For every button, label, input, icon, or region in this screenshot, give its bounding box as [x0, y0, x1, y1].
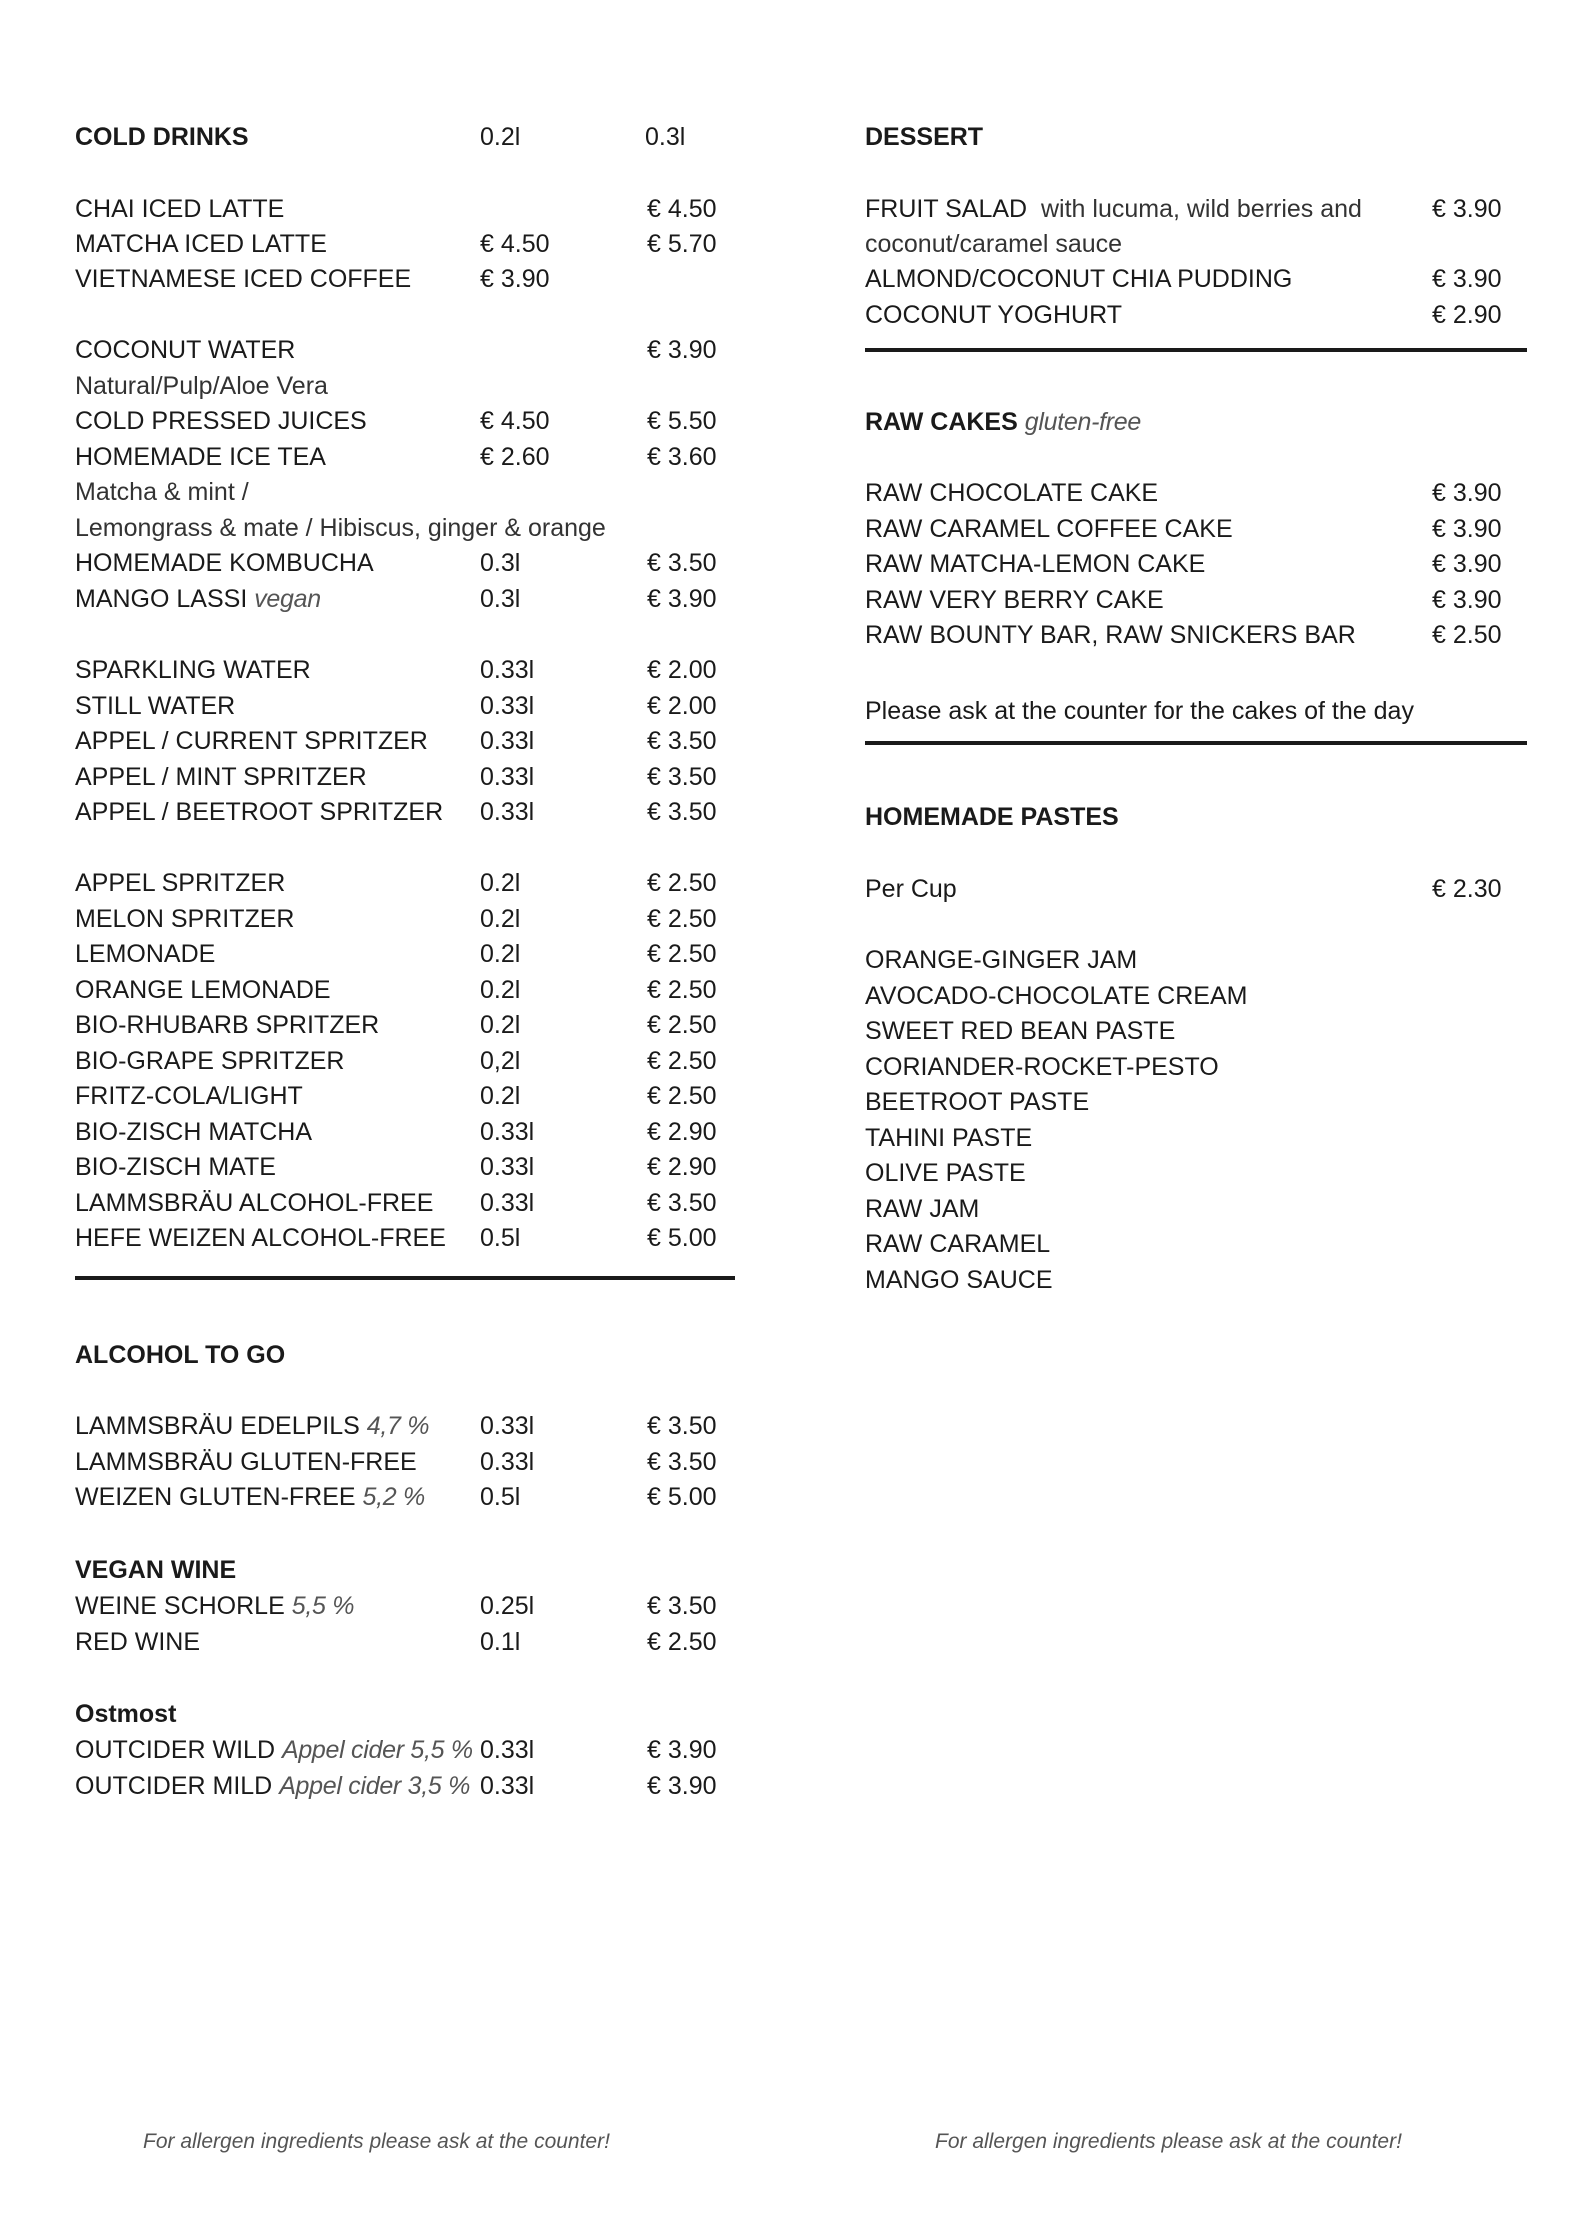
- menu-row: [75, 262, 735, 296]
- item-price: € 3.90: [647, 1736, 717, 1764]
- item-name: COCONUT WATER: [75, 336, 296, 364]
- item-size: 0,2l: [480, 1046, 521, 1075]
- paste-item: [865, 943, 1527, 977]
- section-title: VEGAN WINE: [75, 1556, 237, 1584]
- item-name: [75, 1769, 470, 1803]
- raw-cakes-header: [865, 405, 1527, 439]
- menu-row: [75, 724, 735, 758]
- paste-name: ORANGE-GINGER JAM: [865, 946, 1138, 974]
- item-size: 0.33l: [480, 1771, 535, 1800]
- item-name-text: LEMONADE: [75, 940, 216, 968]
- item-name: [75, 1480, 425, 1514]
- paste-name: CORIANDER-ROCKET-PESTO: [865, 1052, 1219, 1081]
- item-size: 0.33l: [480, 1447, 535, 1476]
- item-price: € 3.50: [647, 798, 717, 826]
- menu-row: [75, 902, 735, 936]
- item-price: € 2.50: [647, 869, 717, 897]
- item-note: [865, 227, 1527, 261]
- per-cup-price: € 2.30: [1432, 875, 1502, 903]
- menu-row: [75, 582, 735, 616]
- menu-row: [865, 512, 1527, 546]
- paste-name: AVOCADO-CHOCOLATE CREAM: [865, 981, 1248, 1010]
- paste-name: OLIVE PASTE: [865, 1159, 1026, 1187]
- item-name: [75, 1008, 379, 1042]
- wine-header: [75, 1553, 735, 1587]
- menu-row: [75, 866, 735, 900]
- paste-item: [865, 979, 1527, 1013]
- item-name-text: APPEL / CURRENT SPRITZER: [75, 727, 428, 755]
- item-name-text: SPARKLING WATER: [75, 656, 311, 684]
- item-name-text: MELON SPRITZER: [75, 904, 295, 933]
- item-name: COCONUT YOGHURT: [865, 300, 1122, 329]
- dessert-header: [865, 120, 1527, 154]
- menu-row: [75, 227, 735, 261]
- menu-row: [75, 1589, 735, 1623]
- item-price-small: € 3.90: [480, 265, 550, 293]
- item-size: 0.3l: [480, 585, 521, 613]
- note-text: Lemongrass & mate / Hibiscus, ginger & orange: [75, 514, 606, 542]
- item-tag: 5,2 %: [362, 1483, 425, 1511]
- item-price: € 5.00: [647, 1483, 717, 1511]
- paste-item: [865, 1121, 1527, 1155]
- item-name: [75, 724, 428, 758]
- item-name-text: MANGO LASSI: [75, 585, 248, 613]
- paste-name: RAW JAM: [865, 1194, 980, 1223]
- item-name-text: APPEL / BEETROOT SPRITZER: [75, 798, 444, 826]
- section-divider: [865, 348, 1527, 352]
- item-name: COLD PRESSED JUICES: [75, 407, 367, 435]
- item-name-text: LAMMSBRÄU GLUTEN-FREE: [75, 1447, 417, 1476]
- item-price: € 2.50: [647, 1627, 717, 1656]
- item-name-text: ORANGE LEMONADE: [75, 975, 331, 1004]
- item-name: [75, 653, 311, 687]
- item-name: RAW CARAMEL COFFEE CAKE: [865, 514, 1233, 543]
- item-price: € 3.90: [1432, 585, 1502, 614]
- menu-row: [75, 1480, 735, 1514]
- item-tag: 5,5 %: [291, 1592, 355, 1620]
- section-title: DESSERT: [865, 123, 984, 151]
- item-name: [75, 937, 215, 971]
- item-tag: vegan: [254, 585, 321, 613]
- item-price-large: € 5.70: [647, 230, 717, 258]
- item-size: 0.33l: [480, 1153, 535, 1181]
- item-name-text: LAMMSBRÄU ALCOHOL-FREE: [75, 1188, 434, 1217]
- note-text: Natural/Pulp/Aloe Vera: [75, 372, 328, 400]
- paste-name: MANGO SAUCE: [865, 1265, 1053, 1294]
- item-size: 0.2l: [480, 869, 521, 897]
- item-size: 0.5l: [480, 1224, 521, 1252]
- menu-row: [865, 547, 1527, 581]
- item-price: € 2.50: [1432, 621, 1502, 649]
- item-size: 0.1l: [480, 1627, 521, 1656]
- item-name: [75, 973, 331, 1007]
- menu-row: [75, 192, 735, 226]
- menu-row: [75, 333, 735, 367]
- item-size: 0.33l: [480, 727, 535, 755]
- item-price: € 2.90: [1432, 300, 1502, 329]
- item-description: with lucuma, wild berries and: [1040, 195, 1362, 223]
- item-name: [75, 866, 285, 900]
- per-cup-row: [865, 872, 1527, 906]
- cold-drinks-header: [75, 120, 735, 154]
- menu-row: [75, 404, 735, 438]
- item-price-small: € 2.60: [480, 443, 550, 471]
- section-divider: [865, 741, 1527, 745]
- item-description: coconut/caramel sauce: [865, 230, 1123, 258]
- item-price: € 2.50: [647, 1046, 717, 1075]
- menu-row: [75, 760, 735, 794]
- menu-row: [75, 689, 735, 723]
- section-title: HOMEMADE PASTES: [865, 803, 1119, 831]
- item-name: CHAI ICED LATTE: [75, 195, 285, 223]
- paste-item: [865, 1156, 1527, 1190]
- item-price: € 3.90: [1432, 550, 1502, 578]
- item-name: [75, 582, 321, 616]
- section-title: Ostmost: [75, 1700, 177, 1728]
- section-title-text: RAW CAKES: [865, 408, 1018, 436]
- item-price-large: € 4.50: [647, 195, 717, 223]
- item-name: [75, 689, 235, 723]
- item-price: € 3.50: [647, 1592, 717, 1620]
- item-price-small: € 4.50: [480, 230, 550, 258]
- item-price: € 2.50: [647, 904, 717, 933]
- item-name: RAW MATCHA-LEMON CAKE: [865, 550, 1206, 578]
- item-name: HOMEMADE ICE TEA: [75, 443, 326, 471]
- paste-item: [865, 1050, 1527, 1084]
- item-price: € 3.50: [647, 727, 717, 755]
- item-name: ALMOND/COCONUT CHIA PUDDING: [865, 265, 1293, 293]
- alcohol-header: [75, 1338, 735, 1372]
- item-size: 0.2l: [480, 975, 521, 1004]
- item-name-text: WEIZEN GLUTEN-FREE: [75, 1483, 356, 1511]
- item-name: [75, 1150, 276, 1184]
- menu-row: [75, 1445, 735, 1479]
- item-name-text: LAMMSBRÄU EDELPILS: [75, 1412, 360, 1440]
- menu-row: [75, 1409, 735, 1443]
- item-price: € 3.50: [647, 1412, 717, 1440]
- menu-row: [75, 1769, 735, 1803]
- item-price: € 2.90: [647, 1117, 717, 1146]
- item-name-text: FRUIT SALAD: [865, 195, 1028, 223]
- item-price: € 3.50: [647, 1447, 717, 1476]
- item-size: 0.33l: [480, 1188, 535, 1217]
- item-price-small: € 4.50: [480, 407, 550, 435]
- menu-row: [75, 1625, 735, 1659]
- item-name: [75, 1733, 473, 1767]
- item-size: 0.33l: [480, 1736, 535, 1764]
- item-price-large: € 5.50: [647, 407, 717, 435]
- item-price: € 2.00: [647, 691, 717, 720]
- item-name-text: BIO-ZISCH MATCHA: [75, 1117, 313, 1146]
- item-price: € 3.50: [647, 549, 717, 577]
- item-name: MATCHA ICED LATTE: [75, 230, 327, 258]
- section-divider: [75, 1276, 735, 1280]
- item-price: € 3.90: [1432, 265, 1502, 293]
- paste-name: SWEET RED BEAN PASTE: [865, 1017, 1176, 1045]
- item-size: 0.5l: [480, 1483, 521, 1511]
- cakes-note: [865, 694, 1527, 728]
- item-price: € 2.50: [647, 940, 717, 968]
- item-name-text: HEFE WEIZEN ALCOHOL-FREE: [75, 1224, 446, 1252]
- size-column-1: 0.2l: [480, 123, 521, 151]
- item-size: 0.25l: [480, 1592, 535, 1620]
- item-price: € 3.90: [1432, 514, 1502, 543]
- item-size: 0.2l: [480, 1011, 521, 1039]
- item-note: [75, 475, 735, 509]
- menu-row: [865, 262, 1527, 296]
- item-name-text: RED WINE: [75, 1627, 200, 1656]
- item-price: € 5.00: [647, 1224, 717, 1252]
- item-name: VIETNAMESE ICED COFFEE: [75, 265, 412, 293]
- item-name-text: OUTCIDER MILD: [75, 1771, 273, 1800]
- menu-row: [865, 476, 1527, 510]
- menu-row: [75, 1079, 735, 1113]
- item-name: [75, 1589, 354, 1623]
- paste-item: [865, 1192, 1527, 1226]
- item-name: [75, 760, 367, 794]
- item-name: RAW BOUNTY BAR, RAW SNICKERS BAR: [865, 621, 1356, 649]
- item-name-text: APPEL SPRITZER: [75, 869, 286, 897]
- allergen-footnote: For allergen ingredients please ask at the counter!: [935, 2130, 1402, 2153]
- item-size: 0.33l: [480, 1412, 535, 1440]
- item-price: € 2.50: [647, 1082, 717, 1110]
- item-price: € 2.00: [647, 656, 717, 684]
- paste-item: [865, 1014, 1527, 1048]
- item-price: € 3.90: [647, 1771, 717, 1800]
- item-size: 0.33l: [480, 1117, 535, 1146]
- section-tag: gluten-free: [1024, 408, 1141, 436]
- item-tag: Appel cider 3,5 %: [279, 1771, 471, 1800]
- menu-row: [75, 1733, 735, 1767]
- item-name: RAW VERY BERRY CAKE: [865, 585, 1164, 614]
- item-name: [75, 1409, 429, 1443]
- paste-name: BEETROOT PASTE: [865, 1088, 1090, 1116]
- menu-row: [75, 1186, 735, 1220]
- menu-row: [75, 973, 735, 1007]
- menu-row: [865, 192, 1527, 226]
- menu-row: [75, 440, 735, 474]
- item-size: 0.2l: [480, 940, 521, 968]
- section-title: [865, 405, 1141, 439]
- item-name: [75, 1044, 344, 1078]
- item-size: 0.2l: [480, 904, 521, 933]
- item-size: 0.33l: [480, 798, 535, 826]
- menu-row: [75, 795, 735, 829]
- menu-row: [865, 618, 1527, 652]
- item-price-large: € 3.60: [647, 443, 717, 471]
- menu-row: [75, 1115, 735, 1149]
- item-name: [75, 1445, 417, 1479]
- menu-row: [75, 1008, 735, 1042]
- item-size: 0.3l: [480, 549, 521, 577]
- item-price: € 3.50: [647, 1188, 717, 1217]
- allergen-footnote: For allergen ingredients please ask at the counter!: [143, 2130, 610, 2153]
- item-price-large: € 3.90: [647, 336, 717, 364]
- note-text: Please ask at the counter for the cakes of the day: [865, 697, 1414, 725]
- menu-row: [865, 298, 1527, 332]
- item-name: RAW CHOCOLATE CAKE: [865, 479, 1159, 507]
- item-size: 0.33l: [480, 691, 535, 720]
- menu-row: [75, 546, 735, 580]
- item-price: € 3.90: [1432, 195, 1502, 223]
- item-price: € 3.90: [1432, 479, 1502, 507]
- menu-row: [75, 937, 735, 971]
- item-name-text: OUTCIDER WILD: [75, 1736, 275, 1764]
- item-tag: Appel cider 5,5 %: [281, 1736, 473, 1764]
- item-name-text: BIO-GRAPE SPRITZER: [75, 1046, 345, 1075]
- item-name-text: BIO-ZISCH MATE: [75, 1153, 276, 1181]
- paste-item: [865, 1227, 1527, 1261]
- item-name: [75, 1079, 303, 1113]
- item-name: [75, 902, 294, 936]
- item-size: 0.33l: [480, 656, 535, 684]
- menu-row: [75, 1221, 735, 1255]
- menu-row: [865, 583, 1527, 617]
- pastes-header: [865, 800, 1527, 834]
- item-size: 0.33l: [480, 762, 535, 791]
- item-name: HOMEMADE KOMBUCHA: [75, 549, 374, 577]
- item-price: € 3.90: [647, 585, 717, 613]
- size-column-2: 0.3l: [645, 123, 686, 151]
- menu-row: [75, 653, 735, 687]
- item-name: [865, 192, 1362, 226]
- item-price: € 3.50: [647, 762, 717, 791]
- item-name: [75, 1221, 446, 1255]
- item-note: [75, 511, 735, 545]
- item-name-text: WEINE SCHORLE: [75, 1592, 285, 1620]
- per-cup-label: Per Cup: [865, 875, 957, 903]
- paste-name: RAW CARAMEL: [865, 1230, 1051, 1258]
- paste-name: TAHINI PASTE: [865, 1123, 1033, 1152]
- item-name-text: FRITZ-COLA/LIGHT: [75, 1082, 303, 1110]
- item-name-text: BIO-RHUBARB SPRITZER: [75, 1011, 380, 1039]
- section-title: COLD DRINKS: [75, 123, 249, 151]
- item-name: [75, 795, 443, 829]
- note-text: Matcha & mint /: [75, 478, 249, 506]
- item-name: [75, 1625, 200, 1659]
- item-price: € 2.90: [647, 1153, 717, 1181]
- item-name-text: APPEL / MINT SPRITZER: [75, 762, 367, 791]
- ostmost-header: [75, 1697, 735, 1731]
- item-name: [75, 1186, 433, 1220]
- section-title: ALCOHOL TO GO: [75, 1341, 286, 1369]
- paste-item: [865, 1085, 1527, 1119]
- item-price: € 2.50: [647, 1011, 717, 1039]
- item-note: [75, 369, 735, 403]
- item-name-text: STILL WATER: [75, 691, 236, 720]
- item-price: € 2.50: [647, 975, 717, 1004]
- menu-row: [75, 1150, 735, 1184]
- menu-row: [75, 1044, 735, 1078]
- item-name: [75, 1115, 312, 1149]
- item-size: 0.2l: [480, 1082, 521, 1110]
- paste-item: [865, 1263, 1527, 1297]
- item-tag: 4,7 %: [366, 1412, 430, 1440]
